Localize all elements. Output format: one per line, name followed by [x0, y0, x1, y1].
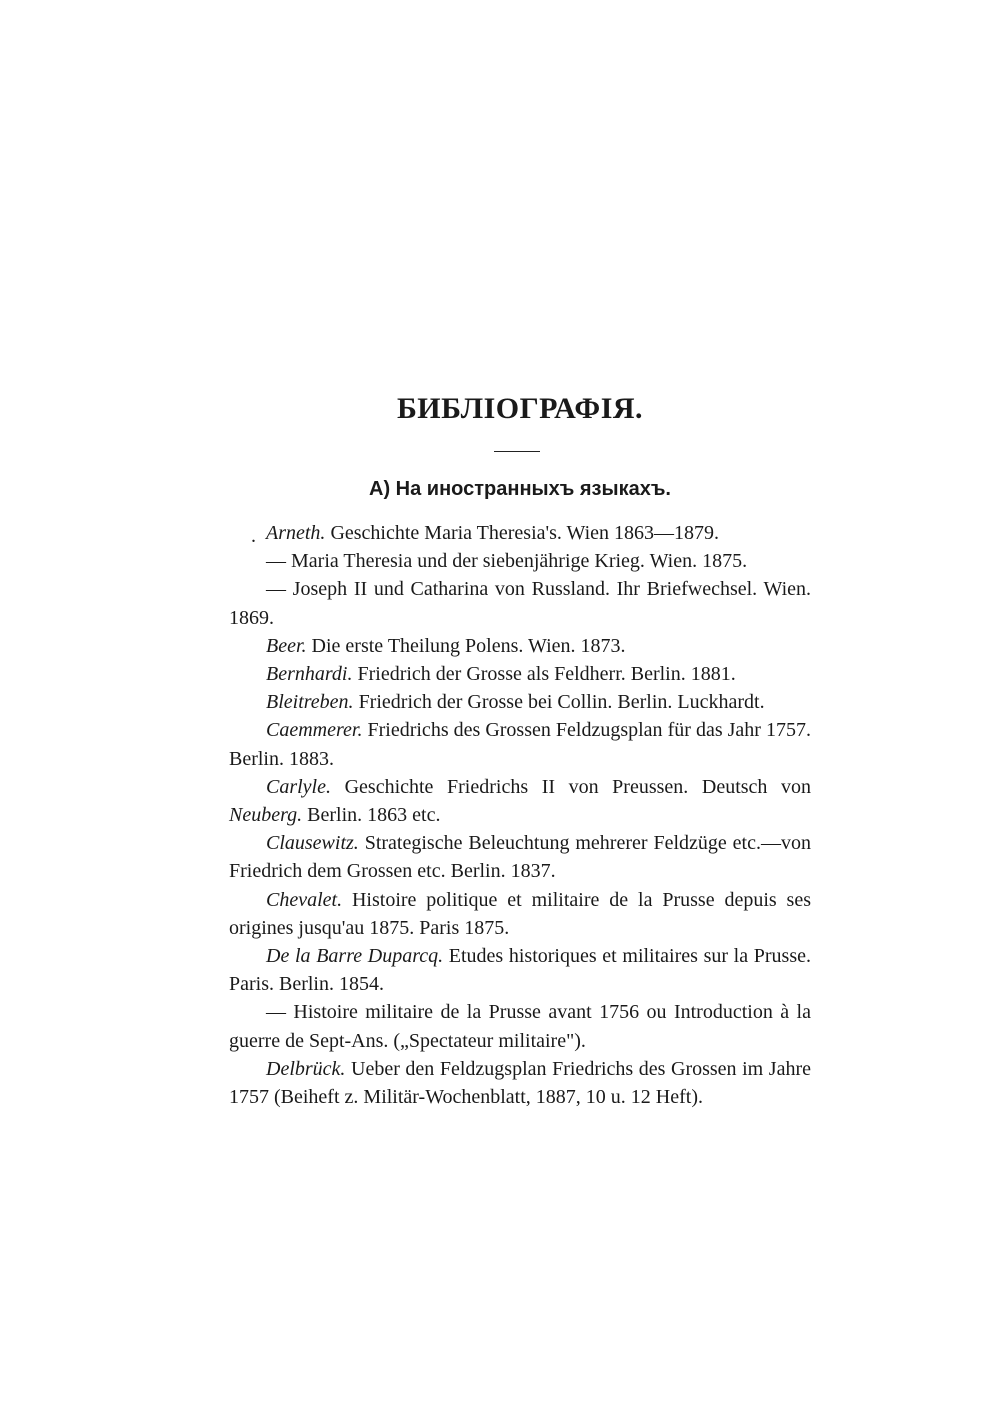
- bibliography-list: [229, 519, 811, 1111]
- bibliography-entry: [229, 773, 811, 829]
- entry-author: Delbrück.: [266, 1057, 346, 1080]
- entry-text: Ueber den Feldzugsplan Friedrichs des Grossen im Jahre 1757 (Beiheft z. Militär-Wochenblatt, 1887, 10 u. 12 Heft).: [229, 1057, 811, 1109]
- stray-mark: .: [251, 525, 256, 547]
- entry-author: Clausewitz.: [266, 832, 359, 855]
- bibliography-entry: [229, 547, 811, 575]
- entry-translator: Neuberg.: [229, 804, 303, 827]
- entry-author: Beer.: [266, 634, 307, 657]
- entry-text: Geschichte Friedrichs II von Preussen. Deutsch von: [331, 775, 811, 798]
- entry-author: Chevalet.: [266, 888, 343, 911]
- entry-text: — Maria Theresia und der siebenjährige Krieg. Wien. 1875.: [266, 550, 748, 573]
- entry-text: Die erste Theilung Polens. Wien. 1873.: [306, 634, 626, 657]
- entry-author: Carlyle.: [266, 775, 331, 798]
- title-rule: [494, 451, 540, 452]
- bibliography-entry: [229, 1055, 811, 1111]
- bibliography-entry: [229, 519, 811, 547]
- entry-text: Friedrich der Grosse als Feldherr. Berlin. 1881.: [352, 663, 736, 686]
- entry-text: Geschichte Maria Theresia's. Wien 1863—1879.: [325, 522, 720, 544]
- bibliography-entry: [229, 575, 811, 631]
- entry-text: Etudes historiques et militaires sur la Prusse. Paris. Berlin. 1854.: [229, 945, 811, 996]
- bibliography-entry: [229, 886, 811, 942]
- entry-text-continued: Berlin. 1863 etc.: [302, 804, 441, 827]
- entry-author: Bernhardi.: [266, 663, 353, 686]
- bibliography-entry: [229, 829, 811, 885]
- bibliography-entry: [229, 632, 811, 660]
- entry-text: Friedrich der Grosse bei Collin. Berlin. Luckhardt.: [353, 691, 765, 714]
- entry-text: — Histoire militaire de la Prusse avant 1756 ou Introduction à la guerre de Sept-Ans. („Spectateur militaire").: [229, 1001, 811, 1052]
- entry-author: Bleitreben.: [266, 691, 354, 714]
- bibliography-entry: [229, 942, 811, 998]
- page-title: БИБЛIОГРАФIЯ.: [396, 392, 644, 425]
- bibliography-entry: [229, 716, 811, 772]
- entry-text: Friedrichs des Grossen Feldzugsplan für das Jahr 1757. Berlin. 1883.: [229, 719, 811, 770]
- bibliography-entry: [229, 998, 811, 1054]
- bibliography-entry: [229, 688, 811, 716]
- entry-text: Histoire politique et militaire de la Prusse depuis ses origines jusqu'au 1875. Paris 1875.: [229, 888, 811, 939]
- entry-text: Strategische Beleuchtung mehrerer Feldzüge etc.—von Friedrich dem Grossen etc. Berlin. 1837.: [229, 832, 811, 883]
- entry-author: Caemmerer.: [266, 719, 363, 742]
- bibliography-entry: [229, 660, 811, 688]
- entry-text: — Joseph II und Catharina von Russland. Ihr Briefwechsel. Wien. 1869.: [229, 578, 811, 629]
- entry-author: De la Barre Duparcq.: [266, 945, 444, 968]
- section-heading: А) На иностранныхъ языкахъ.: [369, 478, 671, 500]
- entry-author: Arneth.: [266, 522, 326, 544]
